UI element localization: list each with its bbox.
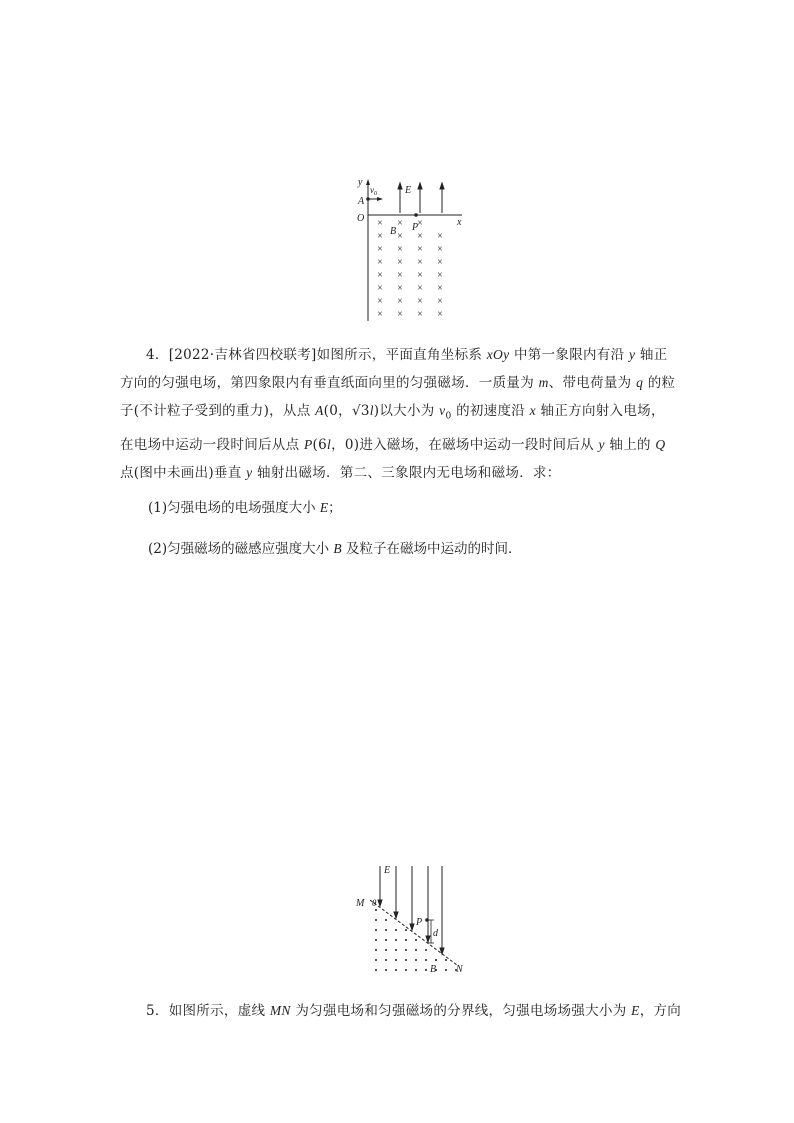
cross-mark: ×	[397, 257, 403, 268]
cross-mark: ×	[437, 296, 443, 307]
field-dot	[405, 969, 407, 971]
point-p-label: P	[416, 917, 423, 928]
cross-mark: ×	[437, 270, 443, 281]
distance-d-label: d	[433, 928, 438, 939]
figure-1-field-diagram	[350, 175, 480, 325]
field-dot	[415, 949, 417, 951]
field-dot	[405, 929, 407, 931]
field-dot	[395, 929, 397, 931]
field-dot	[385, 939, 387, 941]
e-field-arrowhead	[440, 948, 444, 954]
field-dot	[405, 949, 407, 951]
cross-mark: ×	[377, 309, 383, 320]
field-dot	[395, 939, 397, 941]
cross-mark: ×	[377, 283, 383, 294]
cross-mark: ×	[397, 283, 403, 294]
field-dot	[385, 919, 387, 921]
cross-mark: ×	[437, 244, 443, 255]
y-axis-label: y	[358, 177, 363, 188]
problem-5	[120, 997, 700, 1025]
e-field-arrowhead	[394, 912, 398, 918]
cross-mark: ×	[417, 218, 423, 229]
field-dot	[375, 909, 377, 911]
field-dot	[425, 949, 427, 951]
question-2: (2)匀强磁场的磁感应强度大小 B 及粒子在磁场中运动的时间．	[148, 541, 522, 557]
cross-mark: ×	[397, 296, 403, 307]
point-n-label: N	[456, 964, 463, 975]
cross-mark: ×	[377, 218, 383, 229]
figure-2-boundary-diagram	[352, 860, 472, 978]
cross-mark: ×	[417, 283, 423, 294]
point-a-label: A	[358, 196, 365, 207]
field-dot	[395, 949, 397, 951]
field-dot	[415, 959, 417, 961]
field-dot	[385, 969, 387, 971]
field-dot	[425, 959, 427, 961]
problem-4-line-3: 子(不计粒子受到的重力)，从点 A(0，√3l)以大小为 $v_0$ 的初速度沿 x 轴正方向射入电场，	[120, 403, 665, 422]
e-field-arrowhead	[426, 936, 430, 942]
field-dot	[405, 959, 407, 961]
cross-mark: ×	[417, 270, 423, 281]
field-dot	[425, 969, 427, 971]
field-dot	[385, 959, 387, 961]
question-1: (1)匀强电场的电场强度大小 E；	[148, 500, 342, 516]
origin-label: O	[357, 213, 365, 224]
field-dot	[375, 959, 377, 961]
cross-mark: ×	[437, 257, 443, 268]
cross-mark: ×	[417, 257, 423, 268]
cross-mark: ×	[377, 296, 383, 307]
field-dot	[385, 949, 387, 951]
cross-mark: ×	[397, 218, 403, 229]
point-m-label: M	[356, 898, 365, 909]
field-dot	[435, 959, 437, 961]
cross-mark: ×	[397, 244, 403, 255]
field-dot	[375, 949, 377, 951]
field-dot	[405, 939, 407, 941]
field-dot	[375, 929, 377, 931]
cross-mark: ×	[377, 257, 383, 268]
cross-mark: ×	[377, 270, 383, 281]
cross-mark: ×	[437, 283, 443, 294]
problem-4-line-1: 4．[2022·吉林省四校联考]如图所示，平面直角坐标系 xOy 中第一象限内有沿 y 轴正	[146, 347, 668, 363]
field-dot	[395, 969, 397, 971]
problem-4-line-2: 方向的匀强电场，第四象限内有垂直纸面向里的匀强磁场．一质量为 m、带电荷量为 q 的粒	[120, 375, 676, 391]
field-dot	[415, 969, 417, 971]
electric-field-lines	[378, 866, 444, 954]
field-dot	[375, 939, 377, 941]
e-field-label: E	[405, 185, 412, 196]
cross-mark: ×	[417, 296, 423, 307]
problem-4-line-4: 在电场中运动一段时间后从点 P(6l，0)进入磁场，在磁场中运动一段时间后从 y 轴上的 Q	[120, 436, 666, 453]
field-dot	[395, 959, 397, 961]
e-field-arrowhead	[410, 924, 414, 930]
cross-mark: ×	[377, 231, 383, 242]
cross-mark: ×	[417, 309, 423, 320]
cross-mark: ×	[437, 309, 443, 320]
cross-mark: ×	[417, 244, 423, 255]
field-dot	[415, 939, 417, 941]
magnetic-field-crosses	[377, 218, 443, 320]
field-dot	[385, 929, 387, 931]
field-dot	[375, 919, 377, 921]
e-field-arrowhead	[378, 900, 382, 906]
b-field-label: B	[430, 964, 437, 975]
v0-label: $v_0$	[370, 185, 377, 197]
field-dot	[375, 969, 377, 971]
problem-5-line-1: 5．如图所示，虚线 MN 为匀强电场和匀强磁场的分界线，匀强电场场强大小为 E，方向	[146, 1003, 682, 1019]
theta-label: θ	[372, 898, 377, 908]
problem-4-line-5: 点(图中未画出)垂直 y 轴射出磁场．第二、三象限内无电场和磁场．求：	[120, 464, 561, 481]
cross-mark: ×	[397, 231, 403, 242]
cross-mark: ×	[377, 244, 383, 255]
field-dot	[445, 959, 447, 961]
cross-mark: ×	[417, 231, 423, 242]
cross-mark: ×	[437, 231, 443, 242]
cross-mark: ×	[397, 270, 403, 281]
problem-4	[120, 341, 680, 487]
e-field-label: E	[384, 865, 391, 876]
x-axis-label: x	[457, 217, 462, 228]
b-field-label: B	[390, 226, 397, 237]
point-p-label: P	[412, 222, 419, 233]
field-dot	[445, 969, 447, 971]
cross-mark: ×	[397, 309, 403, 320]
